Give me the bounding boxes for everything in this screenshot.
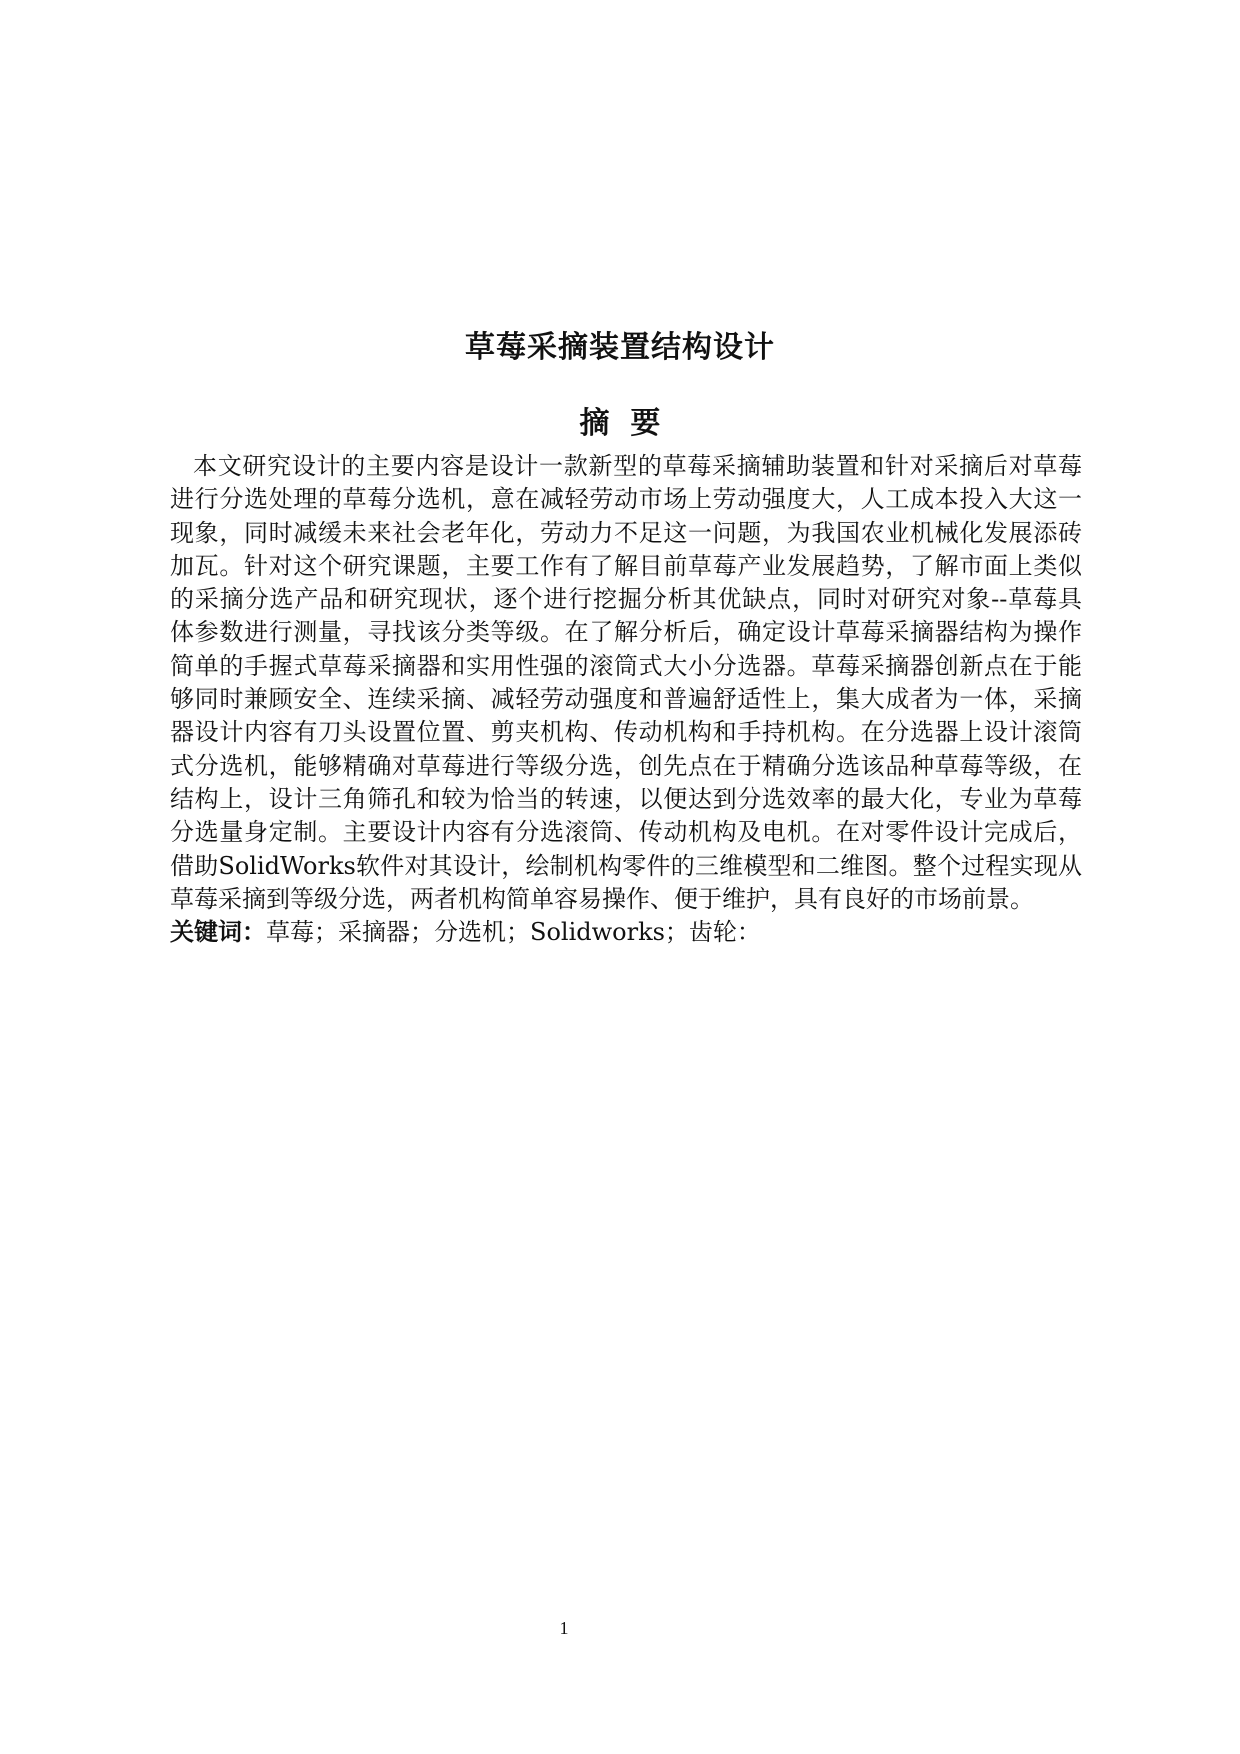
page-number: 1 <box>559 1618 569 1638</box>
abstract-heading: 摘 要 <box>579 406 661 441</box>
abstract-line: 进行分选处理的草莓分选机，意在减轻劳动市场上劳动强度大，人工成本投入大这一 <box>170 485 1082 514</box>
abstract-line: 的采摘分选产品和研究现状，逐个进行挖掘分析其优缺点，同时对研究对象--草莓具 <box>170 585 1082 614</box>
abstract-line: 体参数进行测量，寻找该分类等级。在了解分析后，确定设计草莓采摘器结构为操作 <box>170 618 1082 647</box>
abstract-line: 够同时兼顾安全、连续采摘、减轻劳动强度和普遍舒适性上，集大成者为一体，采摘 <box>170 685 1082 714</box>
abstract-line: 器设计内容有刀头设置位置、剪夹机构、传动机构和手持机构。在分选器上设计滚筒 <box>170 718 1082 747</box>
abstract-line: 现象，同时减缓未来社会老年化，劳动力不足这一问题，为我国农业机械化发展添砖 <box>170 518 1082 547</box>
abstract-line: 简单的手握式草莓采摘器和实用性强的滚筒式大小分选器。草莓采摘器创新点在于能 <box>170 651 1082 680</box>
abstract-line: 式分选机，能够精确对草莓进行等级分选，创先点在于精确分选该品种草莓等级，在 <box>170 751 1082 780</box>
document-title: 草莓采摘装置结构设计 <box>465 330 775 365</box>
keywords-value: 草莓；采摘器；分选机；Solidworks；齿轮： <box>266 918 761 947</box>
abstract-line: 本文研究设计的主要内容是设计一款新型的草莓采摘辅助装置和针对采摘后对草莓 <box>193 452 1082 480</box>
abstract-line: 加瓦。针对这个研究课题，主要工作有了解目前草莓产业发展趋势，了解市面上类似 <box>170 551 1082 580</box>
abstract-body <box>170 450 1082 949</box>
abstract-line: 借助SolidWorks软件对其设计，绘制机构零件的三维模型和二维图。整个过程实现从 <box>170 851 1082 880</box>
abstract-line: 草莓采摘到等级分选，两者机构简单容易操作、便于维护，具有良好的市场前景。 <box>170 884 1034 913</box>
keywords-label: 关键词： <box>170 918 266 947</box>
abstract-line: 分选量身定制。主要设计内容有分选滚筒、传动机构及电机。在对零件设计完成后， <box>170 818 1082 847</box>
keywords-row <box>170 916 1082 949</box>
abstract-line: 结构上，设计三角筛孔和较为恰当的转速，以便达到分选效率的最大化，专业为草莓 <box>170 784 1082 813</box>
